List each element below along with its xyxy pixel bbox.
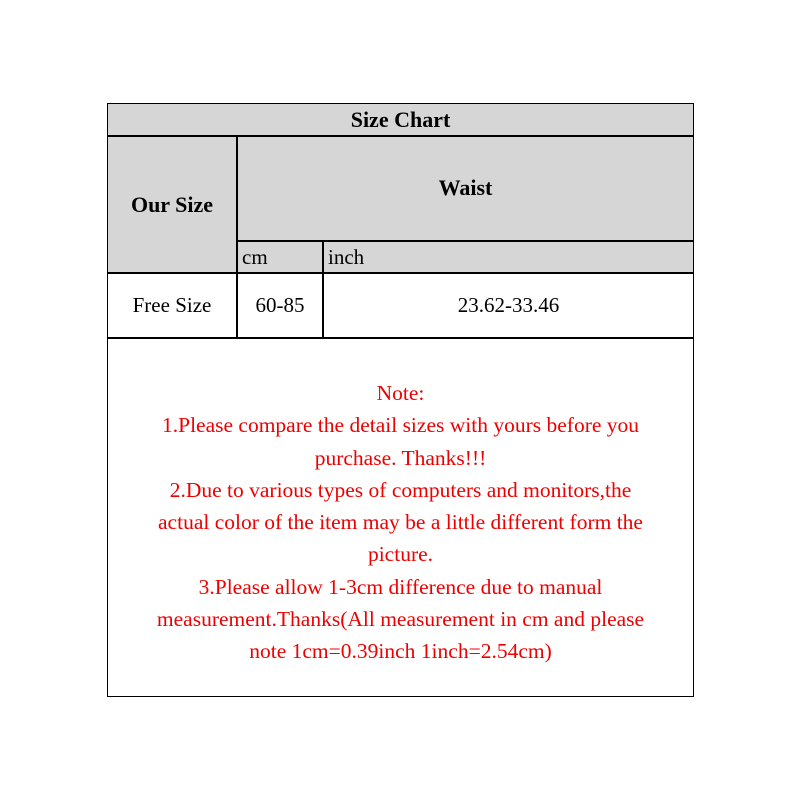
waist-inch-value: 23.62-33.46 [324,274,693,339]
our-size-header: Our Size [108,137,238,274]
size-chart-table [107,103,694,697]
waist-header: Waist [238,137,693,242]
note-line: picture. [367,542,434,567]
waist-cm-value: 60-85 [238,274,324,339]
note-line: 2.Due to various types of computers and monitors,the [169,477,632,502]
note-line: measurement.Thanks(All measurement in cm and please [156,607,645,632]
cm-unit-header: cm [238,242,324,274]
inch-unit-header: inch [324,242,693,274]
note-heading: Note: [376,381,425,405]
note-line: note 1cm=0.39inch 1inch=2.54cm) [249,639,552,664]
size-value-cell: Free Size [108,274,238,339]
size-chart-title: Size Chart [108,104,693,137]
note-line: purchase. Thanks!!! [314,445,487,470]
note-line: 1.Please compare the detail sizes with yours before you [161,413,640,438]
note-line: 3.Please allow 1-3cm difference due to manual [198,574,603,599]
note-line: actual color of the item may be a little different form the [158,510,643,535]
note-block [108,339,693,696]
